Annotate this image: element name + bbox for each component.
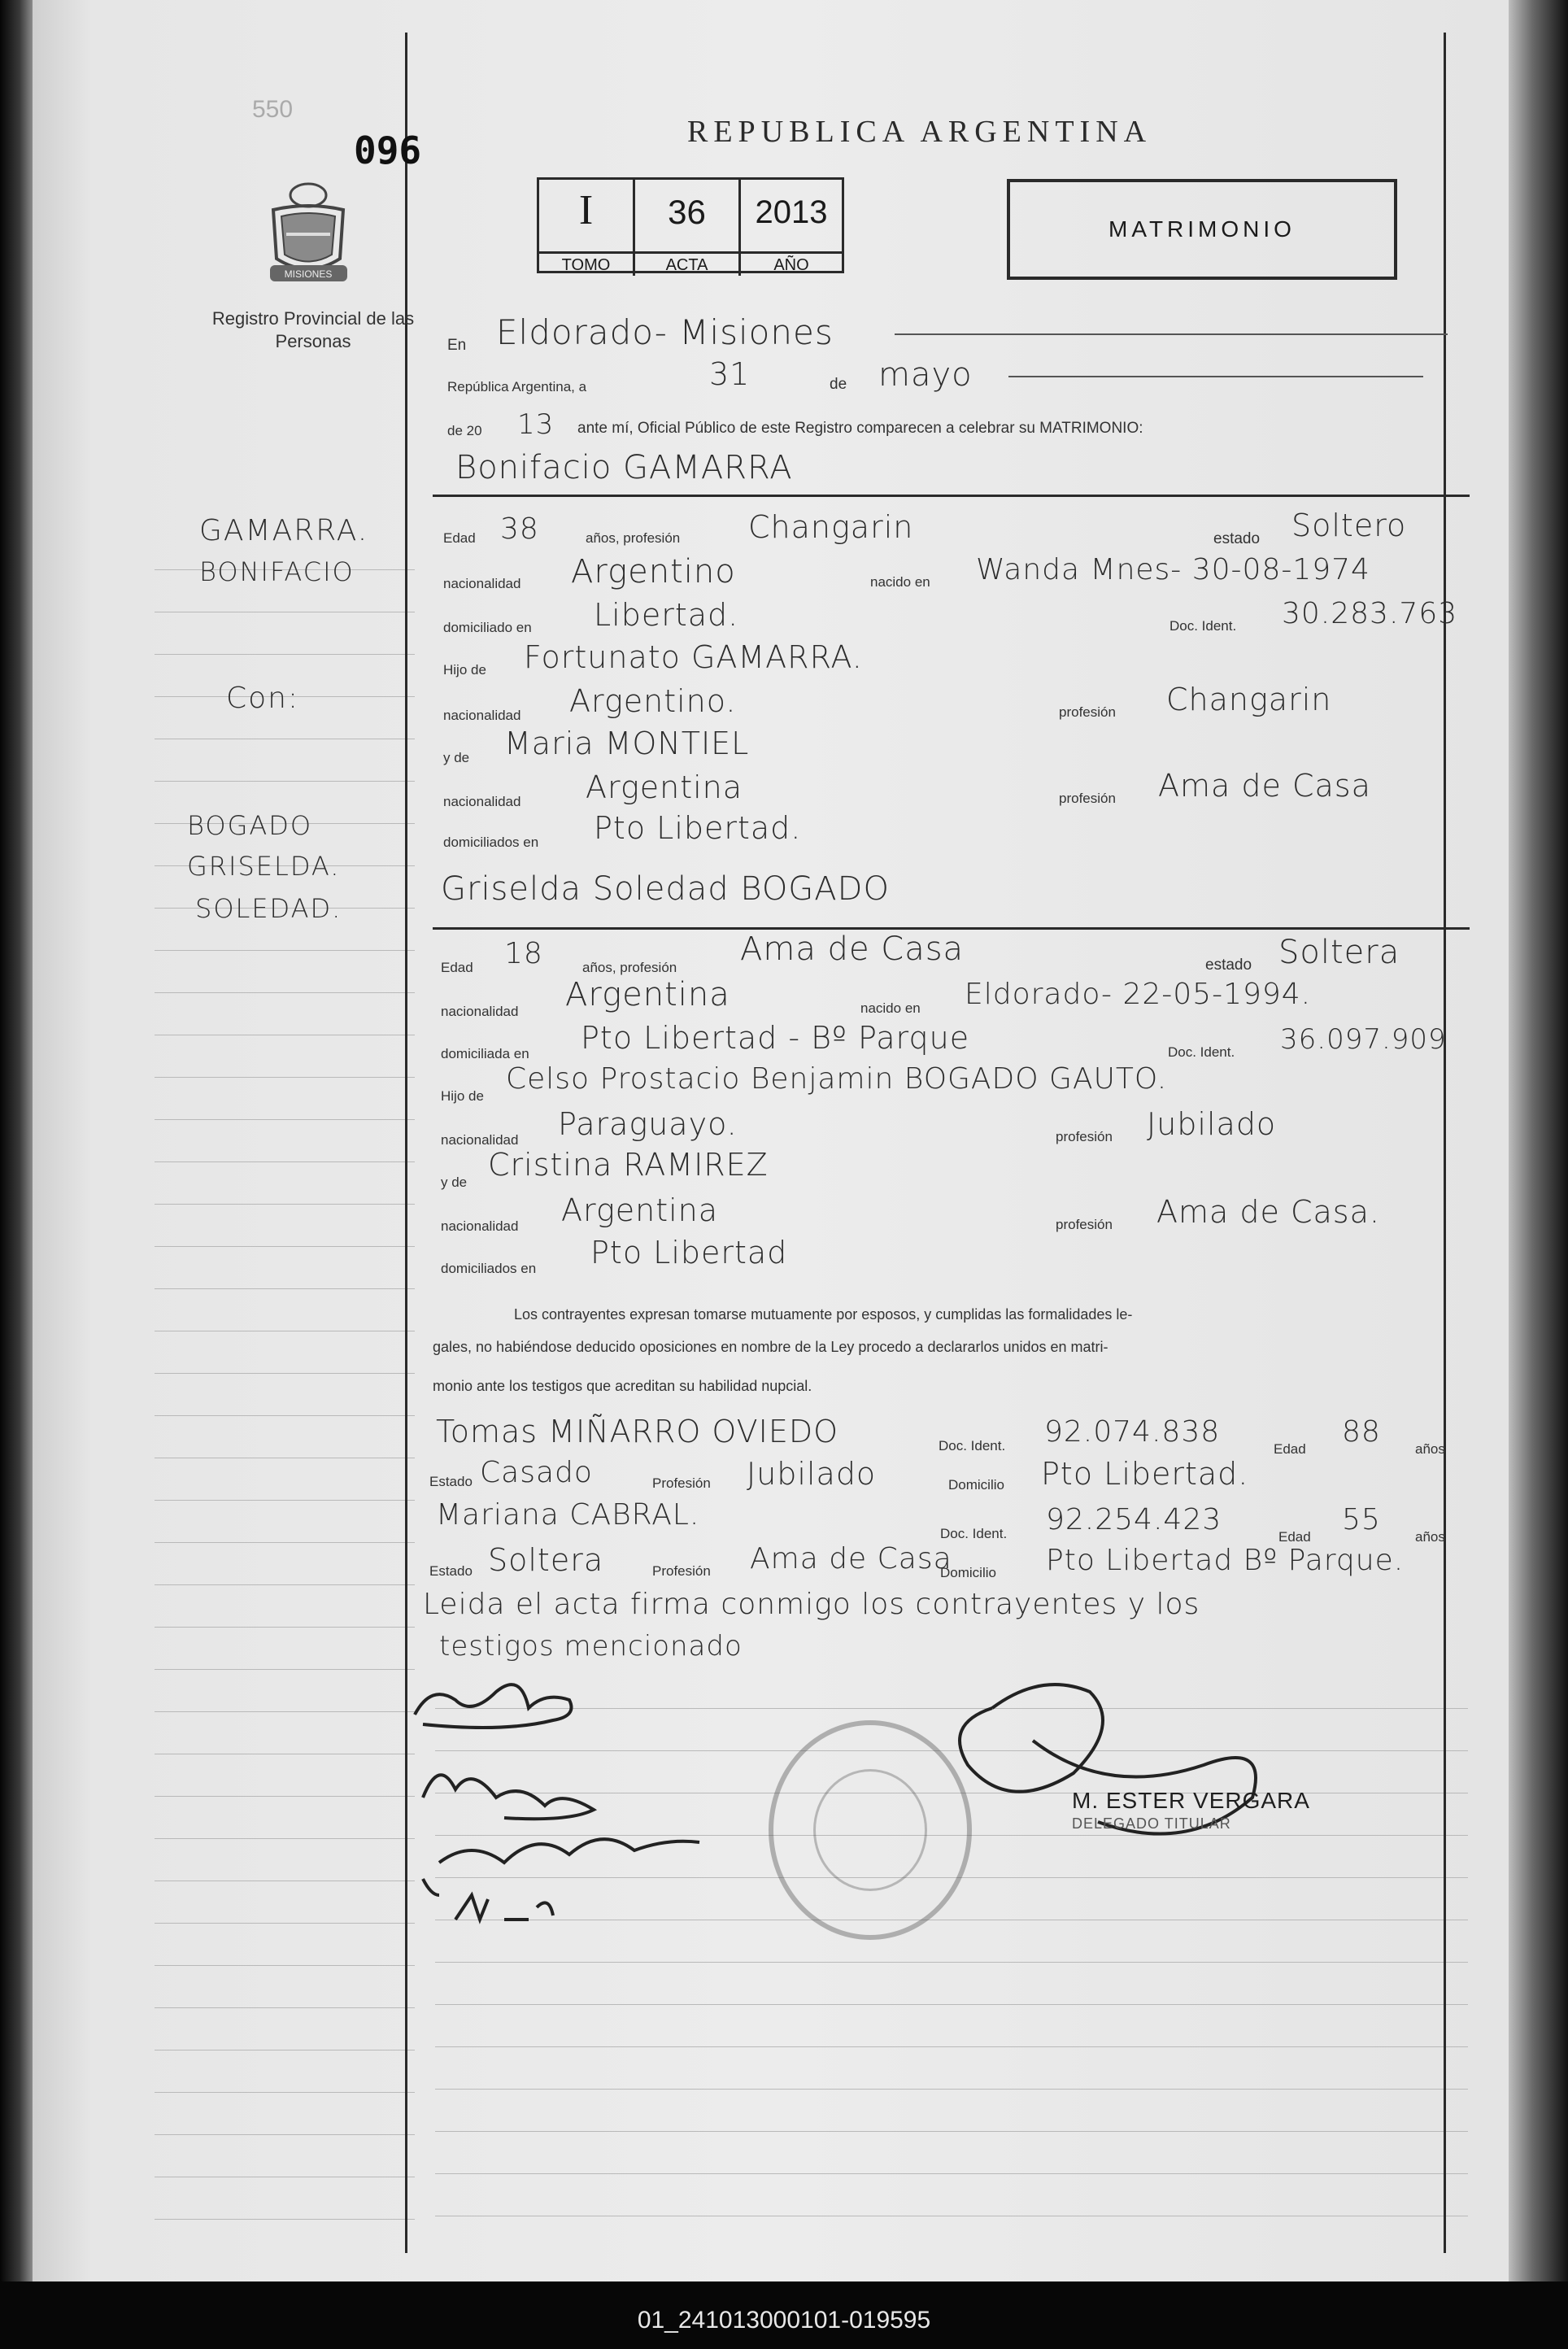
declaration-line1: Los contrayentes expresan tomarse mutuamente por esposos, y cumplidas las formalidades le- <box>514 1306 1133 1323</box>
witness2-address: Pto Libertad Bº Parque. <box>1046 1544 1405 1577</box>
anio-cell <box>741 180 842 276</box>
official-seal-inner <box>813 1769 927 1891</box>
label-nacionalidad: nacionalidad <box>443 708 521 723</box>
ruled-line <box>155 992 415 993</box>
bride-father: Celso Prostacio Benjamin BOGADO GAUTO. <box>506 1062 1168 1096</box>
groom-address: Libertad. <box>594 597 739 633</box>
ruled-line <box>155 1711 415 1712</box>
label-hijo-de: Hijo de <box>441 1088 484 1104</box>
witness1-doc: 92.074.838 <box>1044 1415 1221 1449</box>
marriage-day: 31 <box>709 356 751 392</box>
page-title: REPUBLICA ARGENTINA <box>687 115 1152 149</box>
ruled-line <box>155 950 415 951</box>
logo-text: MISIONES <box>284 268 333 280</box>
ruled-line <box>435 2131 1468 2132</box>
witness1-civil-status: Casado <box>480 1456 593 1489</box>
label-witness-profesion: Profesión <box>652 1475 711 1491</box>
groom-mother-nationality: Argentina <box>586 769 743 805</box>
page-number: 096 <box>354 129 422 172</box>
label-witness-edad: Edad <box>1274 1441 1306 1457</box>
label-nacionalidad: nacionalidad <box>441 1132 519 1148</box>
label-en: En <box>447 337 467 354</box>
ruled-line <box>155 1373 415 1374</box>
ruled-line <box>155 1965 415 1966</box>
ruled-line <box>155 1119 415 1120</box>
margin-bride-line2: GRISELDA. <box>187 851 341 882</box>
label-doc-ident: Doc. Ident. <box>1169 618 1237 634</box>
witness2-profession: Ama de Casa <box>750 1542 952 1575</box>
bride-father-nationality: Paraguayo. <box>558 1106 738 1142</box>
ruled-line <box>155 1500 415 1501</box>
margin-con: Con: <box>226 682 300 715</box>
label-profesion: profesión <box>1056 1217 1113 1232</box>
label-profesion: profesión <box>1059 704 1116 720</box>
official-name: M. ESTER VERGARA <box>1072 1788 1310 1813</box>
official-title: DELEGADO TITULAR <box>1072 1815 1231 1832</box>
label-nacionalidad: nacionalidad <box>443 576 521 591</box>
margin-groom-name: BONIFACIO <box>199 556 355 587</box>
bride-full-name: Griselda Soledad BOGADO <box>441 870 890 908</box>
groom-doc: 30.283.763 <box>1282 597 1458 630</box>
witness1-age: 88 <box>1342 1415 1381 1449</box>
anio-value: 2013 <box>755 194 828 230</box>
label-witness-domicilio: Domicilio <box>948 1477 1004 1493</box>
ruled-line <box>155 1669 415 1670</box>
label-profesion: profesión <box>1056 1129 1113 1144</box>
bride-mother-profession: Ama de Casa. <box>1156 1194 1380 1230</box>
label-estado: estado <box>1213 530 1261 547</box>
witness2-name: Mariana CABRAL. <box>436 1498 700 1532</box>
binding-shadow <box>0 0 33 2349</box>
registry-label: Registro Provincial de las Personas <box>211 308 415 351</box>
faint-number: 550 <box>252 96 294 123</box>
ruled-line <box>155 781 415 782</box>
document-type-box: MATRIMONIO <box>1007 179 1397 280</box>
ruled-line <box>155 1288 415 1289</box>
declaration-line2: gales, no habiéndose deducido oposiciones en nombre de la Ley procedo a declararlos unidos en matri- <box>433 1339 1108 1355</box>
ruled-line <box>435 2046 1468 2047</box>
label-witness-doc: Doc. Ident. <box>940 1526 1008 1541</box>
bride-doc: 36.097.909 <box>1280 1023 1447 1056</box>
witness2-civil-status: Soltera <box>488 1542 604 1578</box>
label-profesion: profesión <box>1059 791 1116 806</box>
bride-nationality: Argentina <box>565 976 730 1013</box>
label-nacionalidad: nacionalidad <box>441 1004 519 1019</box>
bride-parents-address: Pto Libertad <box>590 1235 788 1270</box>
bride-father-profession: Jubilado <box>1147 1106 1277 1142</box>
label-witness-domicilio: Domicilio <box>940 1565 996 1580</box>
bride-mother: Cristina RAMIREZ <box>488 1147 769 1183</box>
bride-birth: Eldorado- 22-05-1994. <box>965 978 1312 1011</box>
label-witness-estado: Estado <box>429 1563 473 1579</box>
groom-mother-profession: Ama de Casa <box>1158 768 1371 804</box>
ruled-line <box>155 1542 415 1543</box>
label-y-de: y de <box>443 750 470 765</box>
groom-civil-status: Soltero <box>1291 508 1407 543</box>
bride-profession: Ama de Casa <box>740 930 965 968</box>
declaration-line3: monio ante los testigos que acreditan su habilidad nupcial. <box>433 1378 812 1394</box>
ruled-line <box>155 2219 415 2220</box>
margin-bride-line3: SOLEDAD. <box>195 893 342 924</box>
groom-birth: Wanda Mnes- 30-08-1974 <box>976 553 1370 586</box>
label-nacido-en: nacido en <box>870 574 930 590</box>
ruled-line <box>155 654 415 655</box>
margin-groom-surname: GAMARRA. <box>199 514 369 547</box>
witness1-address: Pto Libertad. <box>1041 1456 1249 1492</box>
bride-civil-status: Soltera <box>1278 934 1400 971</box>
marriage-place: Eldorado- Misiones <box>496 312 834 352</box>
marriage-month: mayo <box>878 356 973 394</box>
anio-label: AÑO <box>741 251 842 276</box>
ruled-line <box>155 2134 415 2135</box>
witness1-name: Tomas MIÑARRO OVIEDO <box>436 1414 839 1449</box>
label-witness-anios: años <box>1415 1441 1445 1457</box>
label-anios-profesion: años, profesión <box>582 960 677 975</box>
ruled-line <box>155 1584 415 1585</box>
label-edad: Edad <box>441 960 473 975</box>
ruled-line <box>155 1246 415 1247</box>
ruled-line <box>155 2092 415 2093</box>
acta-cell <box>635 180 741 276</box>
label-doc-ident: Doc. Ident. <box>1168 1044 1235 1060</box>
label-de: de <box>830 376 847 393</box>
bride-age: 18 <box>504 937 543 970</box>
ruled-line <box>155 1204 415 1205</box>
tomo-cell <box>539 180 635 276</box>
marriage-year-suffix: 13 <box>517 408 555 441</box>
closing-line1: Leida el acta firma conmigo los contrayentes y los <box>423 1588 1200 1621</box>
label-witness-profesion: Profesión <box>652 1563 711 1579</box>
tomo-label: TOMO <box>539 251 633 276</box>
groom-full-name: Bonifacio GAMARRA <box>455 449 793 486</box>
ruled-line <box>155 1923 415 1924</box>
label-nacionalidad: nacionalidad <box>443 794 521 809</box>
label-witness-anios: años <box>1415 1529 1445 1545</box>
label-edad: Edad <box>443 530 476 546</box>
label-hijo-de: Hijo de <box>443 662 486 678</box>
page-edge <box>1509 0 1568 2349</box>
ruled-line <box>435 2089 1468 2090</box>
label-nacido-en: nacido en <box>860 1000 921 1016</box>
groom-father-nationality: Argentino. <box>569 683 737 719</box>
label-domiciliado-en: domiciliado en <box>443 620 532 635</box>
witness1-profession: Jubilado <box>747 1456 877 1492</box>
bride-address: Pto Libertad - Bº Parque <box>581 1020 970 1056</box>
ruled-line <box>435 2004 1468 2005</box>
document-page <box>33 0 1509 2281</box>
ruled-line <box>155 1415 415 1416</box>
label-domiciliados-en: domiciliados en <box>443 835 539 850</box>
label-nacionalidad: nacionalidad <box>441 1218 519 1234</box>
closing-line2: testigos mencionado <box>439 1630 743 1663</box>
label-de-20: de 20 <box>447 423 482 438</box>
label-estado: estado <box>1205 957 1252 974</box>
groom-nationality: Argentino <box>571 553 736 591</box>
ruled-line <box>155 1627 415 1628</box>
label-y-de: y de <box>441 1174 468 1190</box>
groom-profession: Changarin <box>748 509 914 545</box>
label-anios-profesion: años, profesión <box>586 530 681 546</box>
label-witness-doc: Doc. Ident. <box>939 1438 1006 1453</box>
witness2-age: 55 <box>1342 1503 1381 1536</box>
margin-bride-line1: BOGADO <box>187 810 313 841</box>
footer-code: 01_241013000101-019595 <box>637 2307 931 2334</box>
acta-label: ACTA <box>635 251 738 276</box>
groom-father: Fortunato GAMARRA. <box>524 639 863 675</box>
label-witness-estado: Estado <box>429 1474 473 1489</box>
intro-statement: ante mí, Oficial Público de este Registro comparecen a celebrar su MATRIMONIO: <box>577 420 1143 437</box>
groom-father-profession: Changarin <box>1166 682 1332 717</box>
ruled-line <box>155 1161 415 1162</box>
label-domiciliada-en: domiciliada en <box>441 1046 529 1061</box>
ruled-line <box>155 2007 415 2008</box>
ruled-line <box>155 1796 415 1797</box>
ruled-line <box>435 2173 1468 2174</box>
label-domiciliados-en: domiciliados en <box>441 1261 537 1276</box>
ruled-line <box>155 1838 415 1839</box>
groom-age: 38 <box>500 512 539 546</box>
bride-mother-nationality: Argentina <box>561 1192 719 1228</box>
groom-mother: Maria MONTIEL <box>504 726 750 761</box>
label-republica: República Argentina, a <box>447 379 587 394</box>
acta-value: 36 <box>668 193 706 231</box>
label-witness-edad: Edad <box>1278 1529 1311 1545</box>
witness2-doc: 92.254.423 <box>1046 1503 1222 1536</box>
ruled-line <box>155 1077 415 1078</box>
acta-reference-box <box>537 177 844 273</box>
groom-parents-address: Pto Libertad. <box>594 810 802 846</box>
tomo-value: I <box>578 187 594 233</box>
coat-of-arms-icon <box>262 177 355 291</box>
